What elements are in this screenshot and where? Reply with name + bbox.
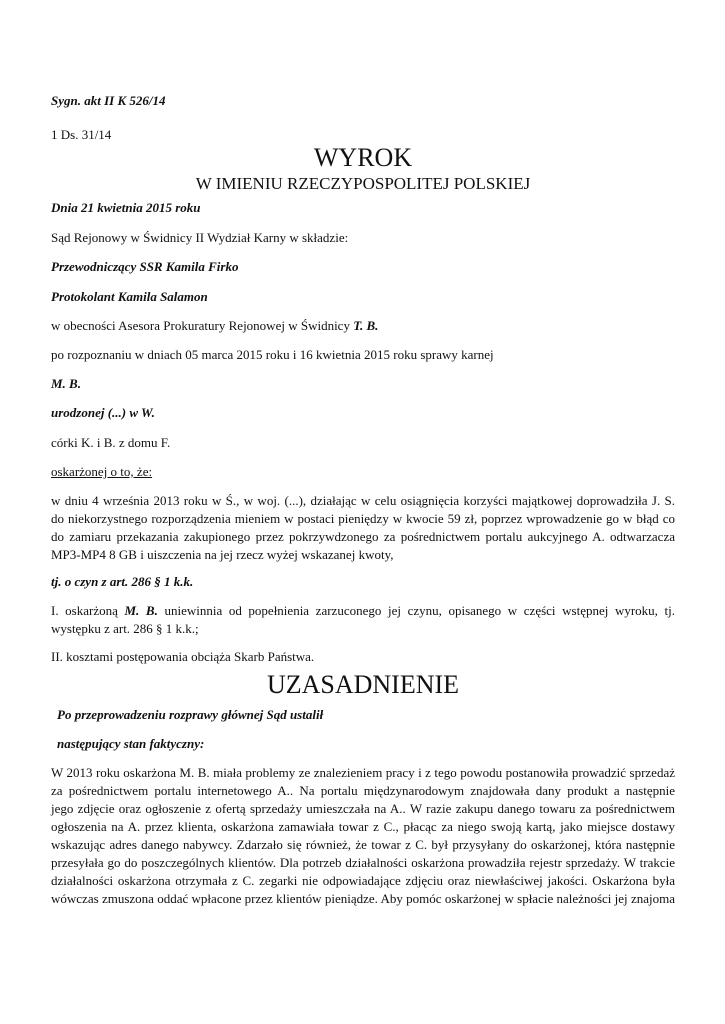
facts-line: jego zdjęcie oraz ogłoszenie z ofertą sprzedaży umieszczała na A.. W razie zakupu danego towaru za pośrednictwem <box>51 801 675 816</box>
court-composition: Sąd Rejonowy w Świdnicy II Wydział Karny w składzie: <box>51 230 349 245</box>
legal-basis: tj. o czyn z art. 286 § 1 k.k. <box>51 574 194 589</box>
presiding-judge: Przewodniczący SSR Kamila Firko <box>51 259 239 274</box>
charge-line: MP3-MP4 8 GB i uiszczenia na jej rzecz wyżej wskazanej kwoty, <box>51 547 394 562</box>
facts-line: W 2013 roku oskarżona M. B. miała problemy ze znalezieniem pracy i z tego powodu postanowiła prowadzić sprzedaż <box>51 765 675 780</box>
findings-heading-1: Po przeprowadzeniu rozprawy głównej Sąd ustalił <box>57 707 324 722</box>
verdict-1-text: uniewinnia od popełnienia zarzuconego jej czynu, opisanego w części wstępnej wyroku, tj. <box>157 603 676 618</box>
facts-line: ogłoszenia na A. przez klienta, oskarżona zamawiała towar z C., płacąc za niego swoją kartą, jako miejsce dostawy <box>51 819 675 834</box>
presence-text: w obecności Asesora Prokuratury Rejonowej w Świdnicy <box>51 318 354 333</box>
charge-line: w dniu 4 września 2013 roku w Ś., w woj. (...), działając w celu osiągnięcia korzyści majątkowej doprowadziła J. S. <box>51 493 675 508</box>
verdict-point-2: II. kosztami postępowania obciąża Skarb Państwa. <box>51 649 315 664</box>
verdict-date: Dnia 21 kwietnia 2015 roku <box>51 200 201 215</box>
verdict-point-1-cont: występku z art. 286 § 1 k.k.; <box>51 621 199 636</box>
verdict-point-1 <box>51 602 675 620</box>
facts-line: działalności oskarżona otrzymała z C. zegarki nie odpowiadające zdjęciu oraz niewłaściwej jakości. Oskarżona była <box>51 873 675 888</box>
charge-intro: oskarżonej o to, że: <box>51 464 153 479</box>
verdict-1-prefix: I. oskarżoną <box>51 603 125 618</box>
facts-line: wówczas zmuszona oddać wpłacone przez klientów pieniądze. Aby pomóc oskarżonej w spłacie należności jej znajoma <box>51 891 675 906</box>
court-clerk: Protokolant Kamila Salamon <box>51 289 208 304</box>
verdict-1-name: M. B. <box>124 603 158 618</box>
defendant-parents: córki K. i B. z domu F. <box>51 435 171 450</box>
findings-heading-2: następujący stan faktyczny: <box>57 736 205 751</box>
defendant-birth: urodzonej (...) w W. <box>51 405 155 420</box>
hearing-info: po rozpoznaniu w dniach 05 marca 2015 roku i 16 kwietnia 2015 roku sprawy karnej <box>51 347 494 362</box>
prosecutor-name: T. B. <box>353 318 379 333</box>
charge-line: do zamiaru przekazania zakupionego przez pokrzywdzonego za pośrednictwem portalu aukcyjnego A. odtwarzacza <box>51 529 675 544</box>
charge-line: do niekorzystnego rozporządzenia mieniem w postaci pieniędzy w kwocie 59 zł, poprzez wprowadzenie go w błąd co <box>51 511 675 526</box>
facts-line: wskazując adres danego nabywcy. Zdarzało się również, że towar z C. był przysyłany do oskarżonej, która następnie <box>51 837 675 852</box>
document-subtitle: W IMIENIU RZECZYPOSPOLITEJ POLSKIEJ <box>195 174 531 193</box>
case-reference: 1 Ds. 31/14 <box>51 127 112 142</box>
facts-line: za pośrednictwem portalu internetowego A.. Na portalu międzynarodowym znajdowała dany produkt a następnie <box>51 783 675 798</box>
justification-title: UZASADNIENIE <box>266 670 460 699</box>
document-title: WYROK <box>313 143 413 172</box>
defendant-name: M. B. <box>51 376 81 391</box>
facts-line: przesyłała go do poszczególnych klientów. Dla potrzeb działalności oskarżona prowadziła rejestr sprzedaży. W trakcie <box>51 855 675 870</box>
prosecutor-presence <box>51 317 378 335</box>
case-signature: Sygn. akt II K 526/14 <box>51 93 166 108</box>
